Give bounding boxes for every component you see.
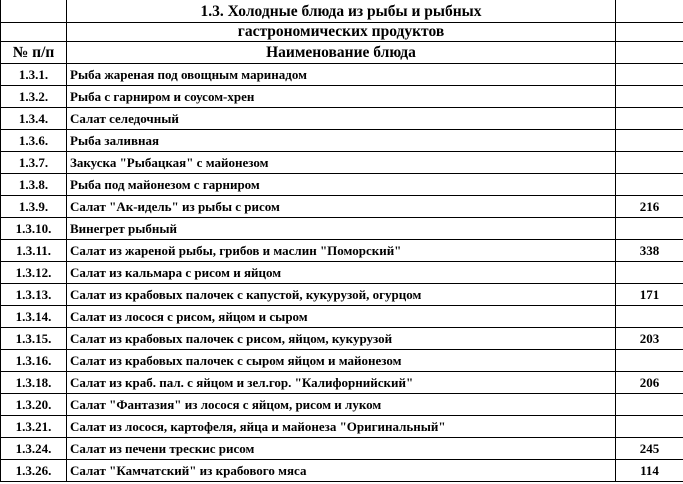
column-header-name[interactable]: Наименование блюда	[67, 42, 616, 64]
value-cell[interactable]: 203	[616, 328, 683, 350]
column-header-row	[1, 42, 683, 64]
dish-name-cell[interactable]: Салат "Ак-идель" из рыбы с рисом	[67, 196, 616, 218]
row-number-cell[interactable]: 1.3.24.	[1, 438, 67, 460]
title-row-num-cell[interactable]	[1, 23, 67, 42]
row-number-cell[interactable]: 1.3.16.	[1, 350, 67, 372]
table-row	[1, 438, 683, 460]
row-number-cell[interactable]: 1.3.13.	[1, 284, 67, 306]
value-cell[interactable]	[616, 174, 683, 196]
table-row	[1, 64, 683, 86]
row-number-cell[interactable]: 1.3.11.	[1, 240, 67, 262]
menu-table-body	[1, 1, 683, 482]
value-cell[interactable]: 206	[616, 372, 683, 394]
table-row	[1, 196, 683, 218]
row-number-cell[interactable]: 1.3.9.	[1, 196, 67, 218]
value-cell[interactable]	[616, 86, 683, 108]
value-cell[interactable]	[616, 108, 683, 130]
dish-name-cell[interactable]: Салат из лосося, картофеля, яйца и майонеза "Оригинальный"	[67, 416, 616, 438]
table-row	[1, 328, 683, 350]
dish-name-cell[interactable]: Салат из крабовых палочек с рисом, яйцом, кукурузой	[67, 328, 616, 350]
row-number-cell[interactable]: 1.3.4.	[1, 108, 67, 130]
row-number-cell[interactable]: 1.3.26.	[1, 460, 67, 482]
value-cell[interactable]: 171	[616, 284, 683, 306]
table-row	[1, 262, 683, 284]
table-row	[1, 108, 683, 130]
value-cell[interactable]	[616, 394, 683, 416]
section-title-line-2[interactable]: гастрономических продуктов	[67, 23, 616, 42]
dish-name-cell[interactable]: Салат из кальмара с рисом и яйцом	[67, 262, 616, 284]
table-row	[1, 284, 683, 306]
value-cell[interactable]: 114	[616, 460, 683, 482]
table-row	[1, 416, 683, 438]
title-row-value-cell[interactable]	[616, 1, 683, 23]
table-row	[1, 394, 683, 416]
table-row	[1, 86, 683, 108]
row-number-cell[interactable]: 1.3.15.	[1, 328, 67, 350]
row-number-cell[interactable]: 1.3.21.	[1, 416, 67, 438]
table-row	[1, 152, 683, 174]
table-row	[1, 218, 683, 240]
value-cell[interactable]: 338	[616, 240, 683, 262]
row-number-cell[interactable]: 1.3.8.	[1, 174, 67, 196]
section-title-row-2	[1, 23, 683, 42]
dish-name-cell[interactable]: Закуска "Рыбацкая" с майонезом	[67, 152, 616, 174]
value-cell[interactable]	[616, 306, 683, 328]
dish-name-cell[interactable]: Салат "Камчатский" из крабового мяса	[67, 460, 616, 482]
value-cell[interactable]	[616, 416, 683, 438]
value-cell[interactable]: 216	[616, 196, 683, 218]
row-number-cell[interactable]: 1.3.12.	[1, 262, 67, 284]
dish-name-cell[interactable]: Салат из крабовых палочек с капустой, кукурузой, огурцом	[67, 284, 616, 306]
dish-name-cell[interactable]: Салат из краб. пал. с яйцом и зел.гор. "Калифорнийский"	[67, 372, 616, 394]
value-cell[interactable]	[616, 152, 683, 174]
dish-name-cell[interactable]: Салат "Фантазия" из лосося с яйцом, рисом и луком	[67, 394, 616, 416]
value-cell[interactable]	[616, 218, 683, 240]
dish-name-cell[interactable]: Рыба жареная под овощным маринадом	[67, 64, 616, 86]
value-cell[interactable]	[616, 64, 683, 86]
table-row	[1, 350, 683, 372]
table-row	[1, 372, 683, 394]
dish-name-cell[interactable]: Салат из жареной рыбы, грибов и маслин "Поморский"	[67, 240, 616, 262]
table-row	[1, 306, 683, 328]
row-number-cell[interactable]: 1.3.18.	[1, 372, 67, 394]
value-cell[interactable]: 245	[616, 438, 683, 460]
row-number-cell[interactable]: 1.3.14.	[1, 306, 67, 328]
column-header-num[interactable]: № п/п	[1, 42, 67, 64]
value-cell[interactable]	[616, 130, 683, 152]
row-number-cell[interactable]: 1.3.6.	[1, 130, 67, 152]
value-cell[interactable]	[616, 262, 683, 284]
table-row	[1, 240, 683, 262]
table-row	[1, 130, 683, 152]
table-row	[1, 460, 683, 482]
value-cell[interactable]	[616, 350, 683, 372]
dish-name-cell[interactable]: Рыба под майонезом с гарниром	[67, 174, 616, 196]
row-number-cell[interactable]: 1.3.10.	[1, 218, 67, 240]
dish-name-cell[interactable]: Салат из печени трескис рисом	[67, 438, 616, 460]
dish-name-cell[interactable]: Винегрет рыбный	[67, 218, 616, 240]
section-title-line-1[interactable]: 1.3. Холодные блюда из рыбы и рыбных	[67, 1, 616, 23]
table-row	[1, 174, 683, 196]
row-number-cell[interactable]: 1.3.1.	[1, 64, 67, 86]
row-number-cell[interactable]: 1.3.2.	[1, 86, 67, 108]
dish-name-cell[interactable]: Салат селедочный	[67, 108, 616, 130]
title-row-num-cell[interactable]	[1, 1, 67, 23]
row-number-cell[interactable]: 1.3.20.	[1, 394, 67, 416]
row-number-cell[interactable]: 1.3.7.	[1, 152, 67, 174]
dish-name-cell[interactable]: Рыба заливная	[67, 130, 616, 152]
dish-name-cell[interactable]: Салат из крабовых палочек с сыром яйцом и майонезом	[67, 350, 616, 372]
title-row-value-cell[interactable]	[616, 23, 683, 42]
column-header-value[interactable]	[616, 42, 683, 64]
section-title-row-1	[1, 1, 683, 23]
dish-name-cell[interactable]: Рыба с гарниром и соусом-хрен	[67, 86, 616, 108]
dish-name-cell[interactable]: Салат из лосося с рисом, яйцом и сыром	[67, 306, 616, 328]
